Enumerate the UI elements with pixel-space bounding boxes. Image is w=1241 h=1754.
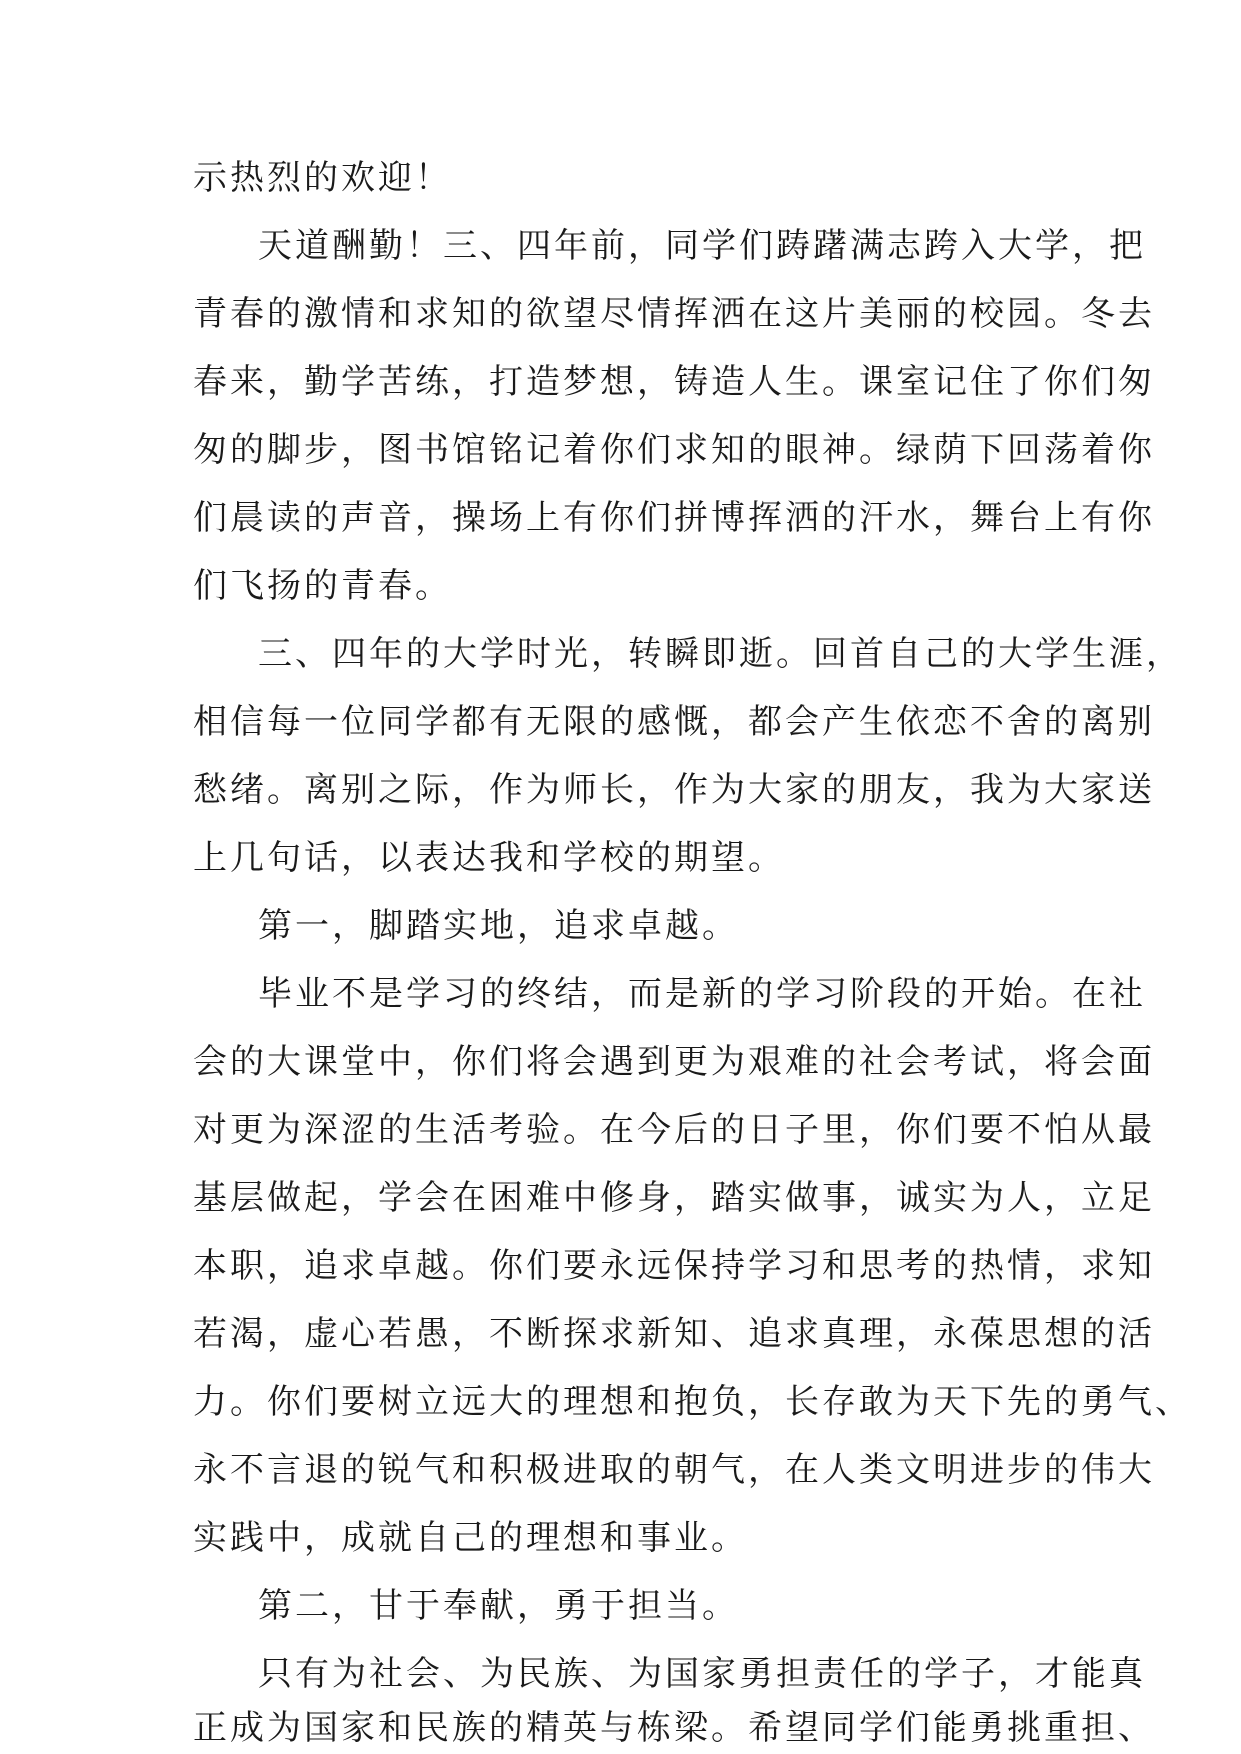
section-heading: 第二，甘于奉献，勇于担当。 <box>258 1586 739 1626</box>
text-line: 上几句话，以表达我和学校的期望。 <box>193 838 785 878</box>
section-heading: 第一，脚踏实地，追求卓越。 <box>258 906 739 946</box>
text-line: 匆的脚步，图书馆铭记着你们求知的眼神。绿荫下回荡着你 <box>193 430 1155 470</box>
text-line: 本职，追求卓越。你们要永远保持学习和思考的热情，求知 <box>193 1246 1155 1286</box>
text-line: 正成为国家和民族的精英与栋梁。希望同学们能勇挑重担、 <box>193 1708 1155 1748</box>
text-line: 实践中，成就自己的理想和事业。 <box>193 1518 748 1558</box>
text-line: 只有为社会、为民族、为国家勇担责任的学子，才能真 <box>258 1654 1146 1694</box>
text-line: 对更为深涩的生活考验。在今后的日子里，你们要不怕从最 <box>193 1110 1155 1150</box>
text-line: 们晨读的声音，操场上有你们拼博挥洒的汗水，舞台上有你 <box>193 498 1155 538</box>
text-line: 示热烈的欢迎！ <box>193 158 452 198</box>
text-line: 青春的激情和求知的欲望尽情挥洒在这片美丽的校园。冬去 <box>193 294 1155 334</box>
text-line: 愁绪。离别之际，作为师长，作为大家的朋友，我为大家送 <box>193 770 1155 810</box>
text-line: 若渴，虚心若愚，不断探求新知、追求真理，永葆思想的活 <box>193 1314 1155 1354</box>
text-line: 基层做起，学会在困难中修身，踏实做事，诚实为人，立足 <box>193 1178 1155 1218</box>
text-line: 相信每一位同学都有无限的感慨，都会产生依恋不舍的离别 <box>193 702 1155 742</box>
text-line: 会的大课堂中，你们将会遇到更为艰难的社会考试，将会面 <box>193 1042 1155 1082</box>
text-line: 三、四年的大学时光，转瞬即逝。回首自己的大学生涯， <box>258 634 1183 674</box>
text-line: 毕业不是学习的终结，而是新的学习阶段的开始。在社 <box>258 974 1146 1014</box>
text-line: 天道酬勤！三、四年前，同学们踌躇满志跨入大学，把 <box>258 226 1146 266</box>
text-line: 春来，勤学苦练，打造梦想，铸造人生。课室记住了你们匆 <box>193 362 1155 402</box>
text-line: 永不言退的锐气和积极进取的朝气，在人类文明进步的伟大 <box>193 1450 1155 1490</box>
text-line: 们飞扬的青春。 <box>193 566 452 606</box>
text-line: 力。你们要树立远大的理想和抱负，长存敢为天下先的勇气、 <box>193 1382 1192 1422</box>
